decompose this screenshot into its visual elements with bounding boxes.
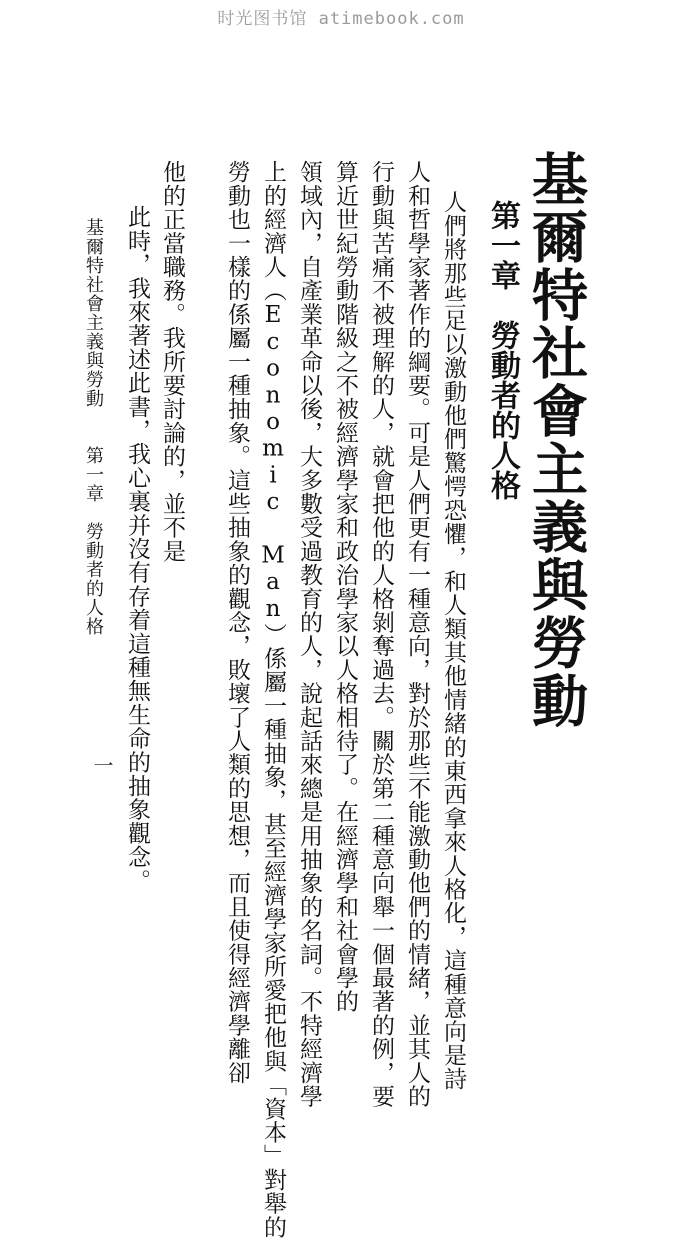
body-line: 人們將那些足以激動他們驚愕恐懼，和人類其他情緒的東西拿來人格化，這種意向是詩 [440, 190, 466, 1091]
running-head: 基爾特社會主義與勞動 第一章 勞動者的人格 [83, 218, 104, 636]
body-line: 勞動也一樣的係屬一種抽象。這些抽象的觀念，敗壞了人類的思想，而且使得經濟學離卻 [224, 160, 250, 1085]
body-line: 上的經濟人（Economic Man）係屬一種抽象，甚至經濟學家所愛把他與「資本」對舉的 [260, 160, 286, 1239]
chapter-heading: 第一章 勞動者的人格 [485, 200, 520, 500]
site-watermark: 时光图书馆 atimebook.com [217, 9, 465, 29]
body-line: 此時，我來著述此書，我心裏并沒有存着這種無生命的抽象觀念。 [124, 205, 150, 893]
body-line: 人和哲學家著作的綱要。可是人們更有一種意向，對於那些不能激動他們的情緒，並其人的 [404, 160, 430, 1108]
body-line: 他的正當職務。我所要討論的，並不是 [159, 160, 185, 563]
book-title: 基爾特社會主義與勞動 [523, 150, 589, 730]
page-number: 一 [90, 755, 114, 775]
body-line: 行動與苦痛不被理解的人，就會把他的人格剝奪過去。關於第二種意向舉一個最著的例，要 [368, 160, 394, 1108]
body-line: 算近世紀勞動階級之不被經濟學家和政治學家以人格相待了。在經濟學和社會學的 [332, 160, 358, 1014]
body-line: 領域內，自產業革命以後，大多數受過教育的人，說起話來總是用抽象的名詞。不特經濟學 [296, 160, 322, 1108]
